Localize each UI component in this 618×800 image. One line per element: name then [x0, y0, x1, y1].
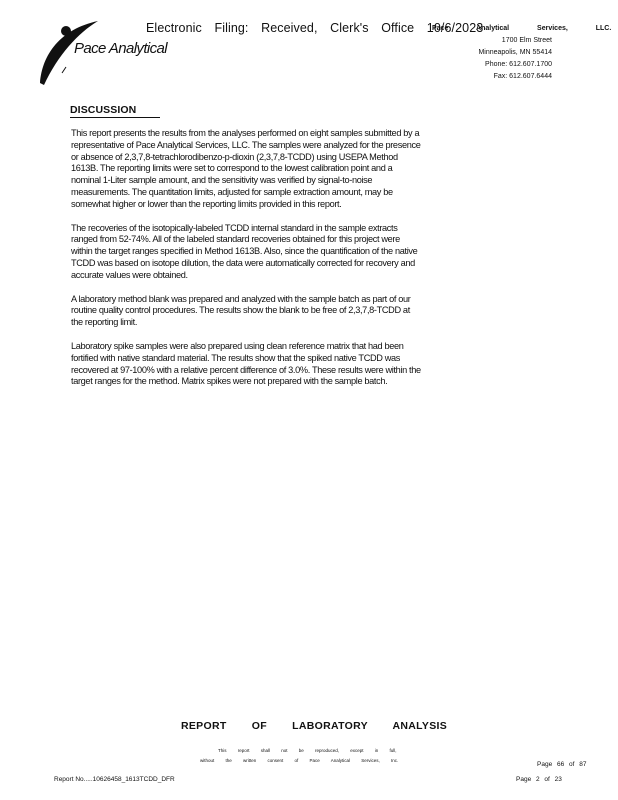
report-number: Report No.....10626458_1613TCDD_DFR — [54, 776, 175, 783]
disclaimer-line-2: without the written consent of Pace Analytical Services, Inc. — [200, 758, 399, 763]
logo-text: Pace Analytical — [74, 40, 167, 57]
company-name: Pace Analytical Services, LLC. — [432, 25, 612, 32]
page-number-outer: Page 66 of 87 — [537, 761, 587, 768]
report-title: REPORT OF LABORATORY ANALYSIS — [181, 720, 448, 732]
page-number-inner: Page 2 of 23 — [516, 776, 562, 783]
paragraph: This report presents the results from the analyses performed on eight samples submitted by a representative of Pace Analytical Services, LLC. The samples were analyzed for the presence or absence of 2,3,7,8-tetrachlorodibenzo-p-dioxin (2,3,7,8-TCDD) using USEPA Method 1613B. The reporting limits were set to correspond to the lowest calibration point and a nominal 1-Liter sample amount, and the sensitivity was verified by signal-to-noise measurements. The quantitation limits, adjusted for sample extraction amount, may be somewhat higher or lower than the reporting limits provided in this report. — [71, 128, 421, 209]
section-heading: DISCUSSION — [70, 104, 137, 116]
address-street: 1700 Elm Street — [501, 37, 552, 44]
paragraph: Laboratory spike samples were also prepared using clean reference matrix that had been fortified with native standard material. The results show that the spiked native TCDD was recovered at 97-100% with a relative percent difference of 3.0%. These results were within the target ranges for the method. Matrix spikes were not prepared with the sample batch. — [71, 340, 421, 387]
paragraph: The recoveries of the isotopically-labeled TCDD internal standard in the sample extracts ranged from 52-74%. All of the labeled standard recoveries obtained for this project were within the target ranges specified in Method 1613B. Also, since the quantification of the native TCDD was based on isotope dilution, the data were automatically corrected for recovery and accurate values were obtained. — [71, 222, 418, 280]
discussion-body — [71, 128, 421, 400]
disclaimer-line-1: This report shall not be reproduced, except in full, — [218, 748, 397, 753]
phone: Phone: 612.607.1700 — [485, 61, 552, 68]
heading-underline — [70, 117, 160, 118]
fax: Fax: 612.607.6444 — [493, 73, 552, 80]
paragraph: A laboratory method blank was prepared and analyzed with the sample batch as part of our routine quality control procedures. The results show the blank to be free of 2,3,7,8-TCDD at the reporting limit. — [71, 293, 411, 328]
address-city: Minneapolis, MN 55414 — [478, 49, 552, 56]
filing-stamp: Electronic Filing: Received, Clerk's Office 10/6/2023 — [146, 21, 484, 35]
